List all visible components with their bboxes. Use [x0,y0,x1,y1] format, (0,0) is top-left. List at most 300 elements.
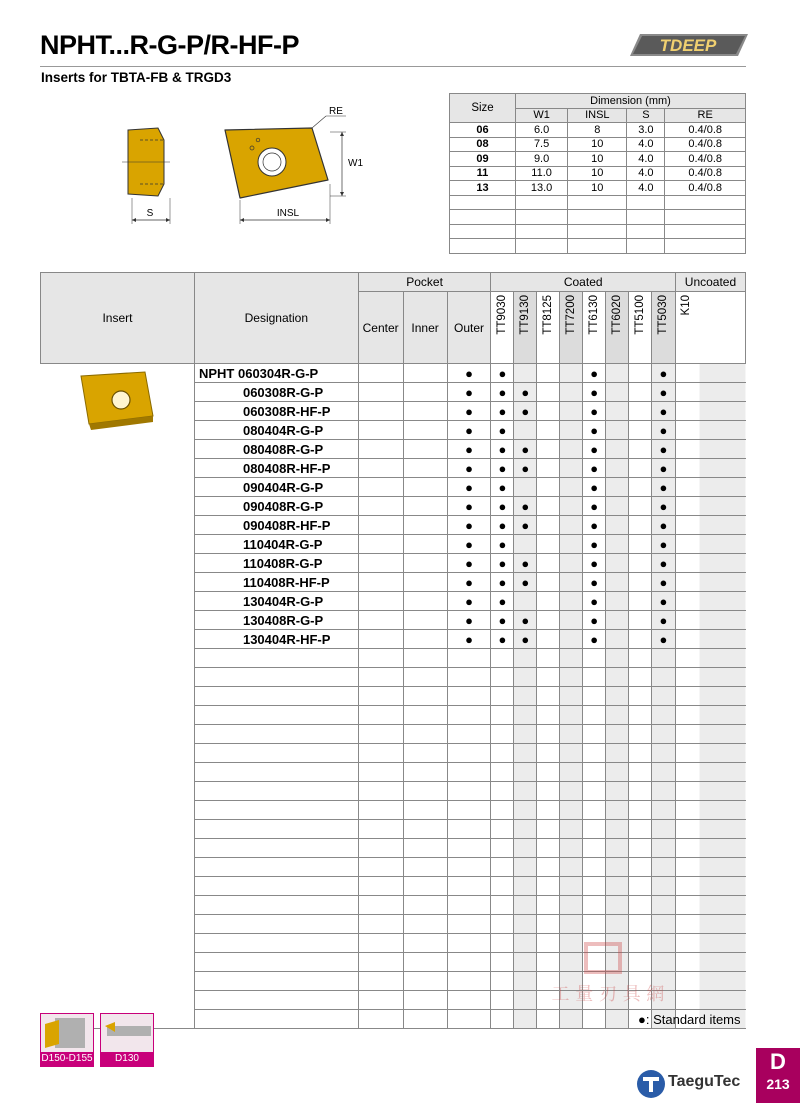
grade-cell [358,497,403,516]
dimension-cell: 0.4/0.8 [665,152,746,167]
grade-cell [606,497,629,516]
designation-cell [194,516,358,535]
grade-cell [358,839,403,858]
standard-item-dot: ● [652,573,676,592]
grade-cell [652,820,676,839]
dimension-row [450,181,746,196]
grade-cell [403,630,447,649]
label-re: RE [329,106,343,117]
standard-item-dot: ● [652,459,676,478]
grade-cell [514,763,537,782]
grade-cell [560,915,583,934]
grade-cell [514,877,537,896]
grade-cell [514,934,537,953]
standard-item-dot: ● [447,611,491,630]
standard-item-dot: ● [583,611,606,630]
empty-designation-cell [194,782,358,801]
dimension-cell: 6.0 [516,123,568,138]
grade-cell [491,801,514,820]
standard-item-dot: ● [491,497,514,516]
grade-cell [358,782,403,801]
grade-cell [675,744,745,763]
standard-item-dot: ● [652,478,676,497]
standard-item-dot: ● [652,421,676,440]
empty-designation-cell [194,725,358,744]
standard-item-dot: ● [514,402,537,421]
grade-cell [447,725,491,744]
grade-cell [560,364,583,383]
taegutec-brand [636,1069,752,1099]
grade-cell [675,573,745,592]
standard-item-dot: ● [652,630,676,649]
grade-cell [358,649,403,668]
grade-cell [583,801,606,820]
grade-cell [358,383,403,402]
designation-code: 090408R-G-P [242,498,324,514]
grade-col-header [629,292,652,364]
standard-item-dot: ● [652,592,676,611]
pocket-col-header: Inner [403,292,447,364]
grade-cell [675,592,745,611]
designation-code: 090408R-HF-P [242,517,331,533]
grade-cell [358,915,403,934]
grade-cell [447,706,491,725]
grade-cell [606,516,629,535]
standard-item-dot: ● [652,516,676,535]
grade-cell [447,915,491,934]
grade-cell [358,1010,403,1029]
grade-cell [447,877,491,896]
grade-cell [403,611,447,630]
standard-item-dot: ● [652,611,676,630]
grade-cell [652,763,676,782]
grade-cell [675,611,745,630]
product-table [40,272,746,1029]
grade-cell [583,782,606,801]
insert-drawing [100,100,370,230]
grade-col-header [606,292,629,364]
designation-cell [194,478,358,497]
standard-item-dot: ● [583,383,606,402]
grade-cell [583,915,606,934]
grade-cell [537,459,560,478]
grade-cell [537,725,560,744]
boring-bar-icon [101,1014,153,1052]
standard-item-dot: ● [583,516,606,535]
grade-header: TT9030 [496,295,509,335]
standard-item-dot: ● [491,421,514,440]
page-number: 213 [766,1076,790,1092]
grade-cell [447,991,491,1010]
grade-cell [560,497,583,516]
grade-cell [675,953,745,972]
dim-col-header: S [627,108,665,123]
grade-cell [675,554,745,573]
empty-designation-cell [194,991,358,1010]
designation-code: 130404R-HF-P [242,631,331,647]
dimension-cell: 0.4/0.8 [665,166,746,181]
grade-cell [675,402,745,421]
size-cell: 11 [450,166,516,181]
empty-designation-cell [194,896,358,915]
grade-cell [537,535,560,554]
grade-cell [537,421,560,440]
grade-cell [560,459,583,478]
grade-cell [491,820,514,839]
grade-cell [537,497,560,516]
grade-cell [403,915,447,934]
empty-designation-cell [194,744,358,763]
grade-col-header [537,292,560,364]
grade-cell [652,801,676,820]
size-header: Size [450,94,516,123]
grade-cell [403,991,447,1010]
grade-cell [447,839,491,858]
grade-cell [537,611,560,630]
grade-cell [675,535,745,554]
dimension-cell [568,210,627,225]
grade-cell [629,554,652,573]
standard-item-dot: ● [583,459,606,478]
grade-cell [403,782,447,801]
dimension-row [450,195,746,210]
standard-item-dot: ● [583,478,606,497]
grade-cell [491,896,514,915]
grade-cell [358,535,403,554]
grade-cell [514,820,537,839]
grade-cell [560,1010,583,1029]
dimension-cell [516,210,568,225]
grade-cell [514,364,537,383]
grade-cell [514,858,537,877]
grade-cell [403,421,447,440]
grade-cell [675,687,745,706]
grade-cell [358,478,403,497]
grade-cell [606,801,629,820]
pocket-col-header: Center [358,292,403,364]
grade-cell [675,877,745,896]
grade-cell [358,820,403,839]
grade-cell [537,858,560,877]
grade-cell [358,630,403,649]
grade-cell [606,364,629,383]
grade-cell [491,725,514,744]
grade-cell [403,478,447,497]
grade-cell [583,1010,606,1029]
grade-cell [675,782,745,801]
grade-cell [583,820,606,839]
dimension-cell: 4.0 [627,181,665,196]
grade-cell [358,801,403,820]
grade-cell [652,725,676,744]
grade-cell [537,630,560,649]
grade-cell [514,592,537,611]
dimension-row [450,137,746,152]
grade-cell [491,877,514,896]
grade-cell [447,744,491,763]
grade-cell [514,687,537,706]
grade-cell [652,744,676,763]
dimension-cell: 0.4/0.8 [665,123,746,138]
designation-header: Designation [194,273,358,364]
grade-cell [537,839,560,858]
grade-cell [606,839,629,858]
grade-cell [403,896,447,915]
size-cell [450,239,516,254]
dimension-cell [665,195,746,210]
designation-cell [194,630,358,649]
grade-cell [491,991,514,1010]
designation-prefix: NPHT [198,365,235,381]
grade-cell [514,1010,537,1029]
dimension-cell [516,195,568,210]
grade-cell [403,402,447,421]
dimension-group-header: Dimension (mm) [516,94,746,109]
standard-item-dot: ● [583,535,606,554]
grade-cell [629,725,652,744]
watermark-logo [538,940,678,1010]
grade-cell [675,820,745,839]
coated-header: Coated [491,273,676,292]
grade-cell [652,858,676,877]
grade-col-header [675,292,745,364]
designation-cell [194,364,358,383]
grade-cell [606,915,629,934]
grade-cell [606,763,629,782]
grade-cell [606,459,629,478]
grade-cell [629,630,652,649]
dimension-cell: 8 [568,123,627,138]
grade-cell [606,687,629,706]
grade-cell [358,744,403,763]
grade-col-header [514,292,537,364]
grade-cell [606,877,629,896]
grade-cell [491,706,514,725]
grade-cell [403,649,447,668]
grade-cell [652,839,676,858]
standard-item-dot: ● [491,535,514,554]
grade-cell [675,668,745,687]
grade-cell [403,687,447,706]
grade-cell [629,592,652,611]
grade-cell [514,839,537,858]
grade-cell [358,877,403,896]
dimension-cell: 0.4/0.8 [665,137,746,152]
standard-item-dot: ● [491,573,514,592]
grade-cell [403,535,447,554]
grade-cell [514,421,537,440]
brand-name: TaeguTec [668,1073,741,1090]
grade-cell [447,1010,491,1029]
empty-designation-cell [194,934,358,953]
tdeep-logo [630,30,748,60]
grade-cell [675,478,745,497]
grade-cell [560,763,583,782]
designation-cell [194,421,358,440]
grade-cell [358,421,403,440]
grade-cell [403,364,447,383]
standard-item-dot: ● [447,554,491,573]
standard-item-dot: ● [514,611,537,630]
grade-cell [358,706,403,725]
standard-item-dot: ● [583,364,606,383]
grade-cell [514,991,537,1010]
grade-cell [491,649,514,668]
empty-designation-cell [194,915,358,934]
dimension-cell [627,224,665,239]
grade-cell [629,611,652,630]
grade-cell [606,896,629,915]
designation-code: 110408R-HF-P [242,574,330,590]
grade-header: TT6130 [588,295,601,335]
grade-cell [606,706,629,725]
grade-cell [560,440,583,459]
grade-cell [560,896,583,915]
grade-cell [629,364,652,383]
standard-item-dot: ● [583,554,606,573]
standard-item-dot: ● [491,459,514,478]
designation-cell [194,459,358,478]
table-row [41,364,746,383]
designation-cell [194,383,358,402]
grade-cell [560,535,583,554]
standard-item-dot: ● [447,497,491,516]
grade-cell [629,535,652,554]
grade-cell [403,459,447,478]
size-cell: 08 [450,137,516,152]
standard-item-dot: ● [447,573,491,592]
grade-cell [447,782,491,801]
dim-col-header: RE [665,108,746,123]
dimension-row [450,224,746,239]
grade-cell [491,782,514,801]
pocket-header: Pocket [358,273,491,292]
grade-cell [403,972,447,991]
thumbnail-link-d130[interactable] [100,1013,154,1067]
grade-cell [629,440,652,459]
grade-cell [629,402,652,421]
dimension-cell: 0.4/0.8 [665,181,746,196]
grade-cell [606,630,629,649]
dimension-row [450,123,746,138]
grade-cell [583,668,606,687]
grade-cell [491,858,514,877]
grade-cell [403,934,447,953]
grade-cell [675,440,745,459]
grade-cell [537,592,560,611]
grade-cell [560,573,583,592]
dimension-cell: 4.0 [627,152,665,167]
grade-cell [606,421,629,440]
grade-cell [675,383,745,402]
grade-cell [537,744,560,763]
grade-cell [514,801,537,820]
grade-cell [491,839,514,858]
grade-cell [358,934,403,953]
dimension-cell [568,224,627,239]
grade-cell [358,953,403,972]
grade-cell [447,820,491,839]
grade-cell [675,934,745,953]
dimension-cell [627,210,665,225]
grade-cell [560,611,583,630]
grade-cell [675,801,745,820]
grade-cell [358,668,403,687]
page-title: NPHT...R-G-P/R-HF-P [40,30,299,60]
grade-cell [358,554,403,573]
grade-cell [675,630,745,649]
standard-item-dot: ● [491,402,514,421]
grade-cell [560,592,583,611]
grade-cell [514,896,537,915]
grade-header: TT8125 [542,295,555,335]
empty-designation-cell [194,668,358,687]
grade-col-header [652,292,676,364]
empty-designation-cell [194,1010,358,1029]
grade-cell [583,744,606,763]
grade-cell [560,383,583,402]
grade-cell [447,763,491,782]
standard-item-dot: ● [583,592,606,611]
grade-cell [629,877,652,896]
grade-cell [514,725,537,744]
designation-cell [194,611,358,630]
grade-cell [447,858,491,877]
grade-cell [358,991,403,1010]
grade-cell [675,858,745,877]
grade-cell [629,820,652,839]
grade-header: TT5100 [634,295,647,335]
grade-cell [560,687,583,706]
grade-cell [629,687,652,706]
standard-item-dot: ● [491,440,514,459]
thumbnail-link-d150[interactable] [40,1013,94,1067]
grade-cell [514,744,537,763]
grade-cell [403,858,447,877]
grade-cell [583,839,606,858]
size-cell [450,195,516,210]
grade-cell [675,497,745,516]
standard-item-dot: ● [491,592,514,611]
standard-item-dot: ● [652,440,676,459]
grade-cell [675,725,745,744]
standard-item-dot: ● [447,364,491,383]
standard-item-dot: ● [447,440,491,459]
grade-cell [403,383,447,402]
empty-designation-cell [194,839,358,858]
grade-cell [629,383,652,402]
standard-item-dot: ● [491,554,514,573]
grade-cell [560,554,583,573]
grade-cell [514,953,537,972]
label-w1: W1 [348,158,363,169]
dimension-row [450,166,746,181]
grade-cell [358,725,403,744]
grade-cell [629,896,652,915]
grade-cell [560,668,583,687]
grade-cell [652,668,676,687]
dimension-cell [627,239,665,254]
grade-cell [514,668,537,687]
dimension-cell: 10 [568,137,627,152]
designation-code: 130408R-G-P [242,612,324,628]
grade-cell [403,497,447,516]
dimension-cell: 10 [568,152,627,167]
grade-cell [537,440,560,459]
grade-cell [606,402,629,421]
grade-cell [629,573,652,592]
grade-cell [606,573,629,592]
